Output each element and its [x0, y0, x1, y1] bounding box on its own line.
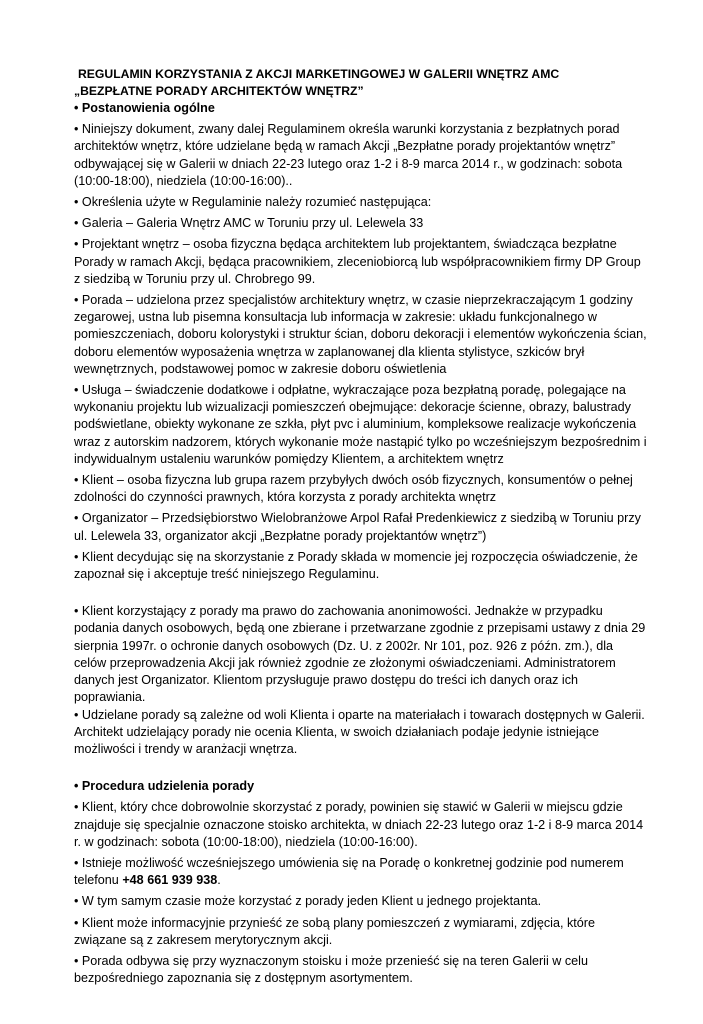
document-title-line2: „BEZPŁATNE PORADY ARCHITEKTÓW WNĘTRZ”: [74, 84, 364, 98]
phone-suffix-text: .: [217, 873, 221, 888]
paragraph: • Organizator – Przedsiębiorstwo Wielobranżowe Arpol Rafał Predenkiewicz z siedzibą w Toruniu przy ul. Lelewela 33, organizator akcji „Bezpłatne porady projektantów wnętrz”): [74, 511, 641, 543]
spacer: [74, 762, 648, 778]
paragraph: • W tym samym czasie może korzystać z porady jeden Klient u jednego projektanta.: [74, 894, 542, 909]
section-heading-procedure: • Procedura udzielenia porady: [74, 779, 255, 794]
phone-prefix-text: • Istnieje możliwość wcześniejszego umówienia się na Poradę o konkretnej godzinie pod numerem telefonu: [74, 855, 624, 888]
paragraph: • Klient może informacyjnie przynieść ze sobą plany pomieszczeń z wymiarami, zdjęcia, które związane są z zakresem merytorycznym akcji.: [74, 915, 595, 947]
paragraph: • Porada odbywa się przy wyznaczonym stoisku i może przenieść się na teren Galerii w celu bezpośredniego zapoznania się z dostępnym asortymentem.: [74, 953, 588, 986]
paragraph: • Klient korzystający z porady ma prawo do zachowania anonimowości. Jednakże w przypadku podania danych osobowych, będą one zbierane i przetwarzane zgodnie z przepisami ustawy z dnia 29 sierpnia 1997r. o ochronie danych osobowych (Dz. U. z 2002r. Nr 101, poz. 926 z późn. zm.), dla celów przeprowadzenia Akcji jak również zgodnie ze złożonymi oświadczeniami. Administratorem danych jest Organizator. Klientom przysługuje prawo dostępu do treści ich danych oraz ich poprawiania.: [74, 604, 646, 705]
paragraph: • Niniejszy dokument, zwany dalej Regulaminem określa warunki korzystania z bezpłatnych porad architektów wnętrz, które udzielane będą w ramach Akcji „Bezpłatne porady projektantów wnętrz” odbywającej się w Galerii w dniach 22-23 lutego oraz 1-2 i 8-9 marca 2014 r., w godzinach: sobota (10:00-18:00), niedziela (10:00-16:00)..: [74, 122, 623, 188]
paragraph: • Określenia użyte w Regulaminie należy rozumieć następująca:: [74, 195, 432, 210]
paragraph: • Klient, który chce dobrowolnie skorzystać z porady, powinien się stawić w Galerii w miejscu gdzie znajduje się specjalnie oznaczone stoisko architekta, w dniach 22-23 lutego oraz 1-2 i 8-9 marca 2014 r. w godzinach: sobota (10:00-18:00), niedziela (10:00-16:00).: [74, 800, 644, 849]
paragraph: • Usługa – świadczenie dodatkowe i odpłatne, wykraczające poza bezpłatną poradę, polegające na wykonaniu projektu lub wizualizacji pomieszczeń obejmujące: dekoracje ścienne, obrazy, balustrady podświetlane, obiekty wykonane ze szkła, płyt pvc i aluminium, kompleksowe realizacje wykończenia wraz z autorskim nadzorem, których wykonanie może nastąpić tylko po wcześniejszym bezpośrednim i indywidualnym ustaleniu warunków pomiędzy Klientem, a architektem wnętrz: [74, 383, 647, 466]
paragraph: • Porada – udzielona przez specjalistów architektury wnętrz, w czasie nieprzekraczającym 1 godziny zegarowej, ustna lub pisemna konsultacja lub informacja w zakresie: układu funkcjonalnego w pomieszczeniach, doboru kolorystyki i struktur ścian, doboru dekoracji i elementów wykończenia ścian, doboru elementów wyposażenia wnętrza w zaplanowanej dla klienta stylistyce, szkiców brył wewnętrznych, podstawowej pomoc w zakresie doboru oświetlenia: [74, 293, 647, 376]
paragraph: • Klient – osoba fizyczna lub grupa razem przybyłych dwóch osób fizycznych, konsumentów o pełnej zdolności do czynności prawnych, która korzysta z porady architekta wnętrz: [74, 473, 633, 505]
paragraph-phone: [74, 855, 648, 889]
paragraph: • Udzielane porady są zależne od woli Klienta i oparte na materiałach i towarach dostępnych w Galerii. Architekt udzielający porady nie ocenia Klienta, w swoich działaniach podaje jedynie istniejące możliwości i trendy w aranżacji wnętrza.: [74, 707, 645, 756]
spacer: [74, 587, 648, 603]
section-heading-general: • Postanowienia ogólne: [74, 101, 215, 115]
document-page: [74, 66, 648, 991]
document-title-line1: REGULAMIN KORZYSTANIA Z AKCJI MARKETINGOWEJ W GALERII WNĘTRZ AMC: [78, 67, 560, 81]
paragraph: • Projektant wnętrz – osoba fizyczna będąca architektem lub projektantem, świadcząca bezpłatne Porady w ramach Akcji, będąca pracownikiem, zleceniobiorcą lub współpracownikiem firmy DP Group z siedzibą w Toruniu przy ul. Chrobrego 99.: [74, 237, 641, 286]
paragraph: • Klient decydując się na skorzystanie z Porady składa w momencie jej rozpoczęcia oświadczenie, że zapoznał się i akceptuje treść niniejszego Regulaminu.: [74, 549, 638, 582]
paragraph: • Galeria – Galeria Wnętrz AMC w Toruniu przy ul. Lelewela 33: [74, 216, 424, 231]
phone-number: +48 661 939 938: [122, 873, 218, 888]
